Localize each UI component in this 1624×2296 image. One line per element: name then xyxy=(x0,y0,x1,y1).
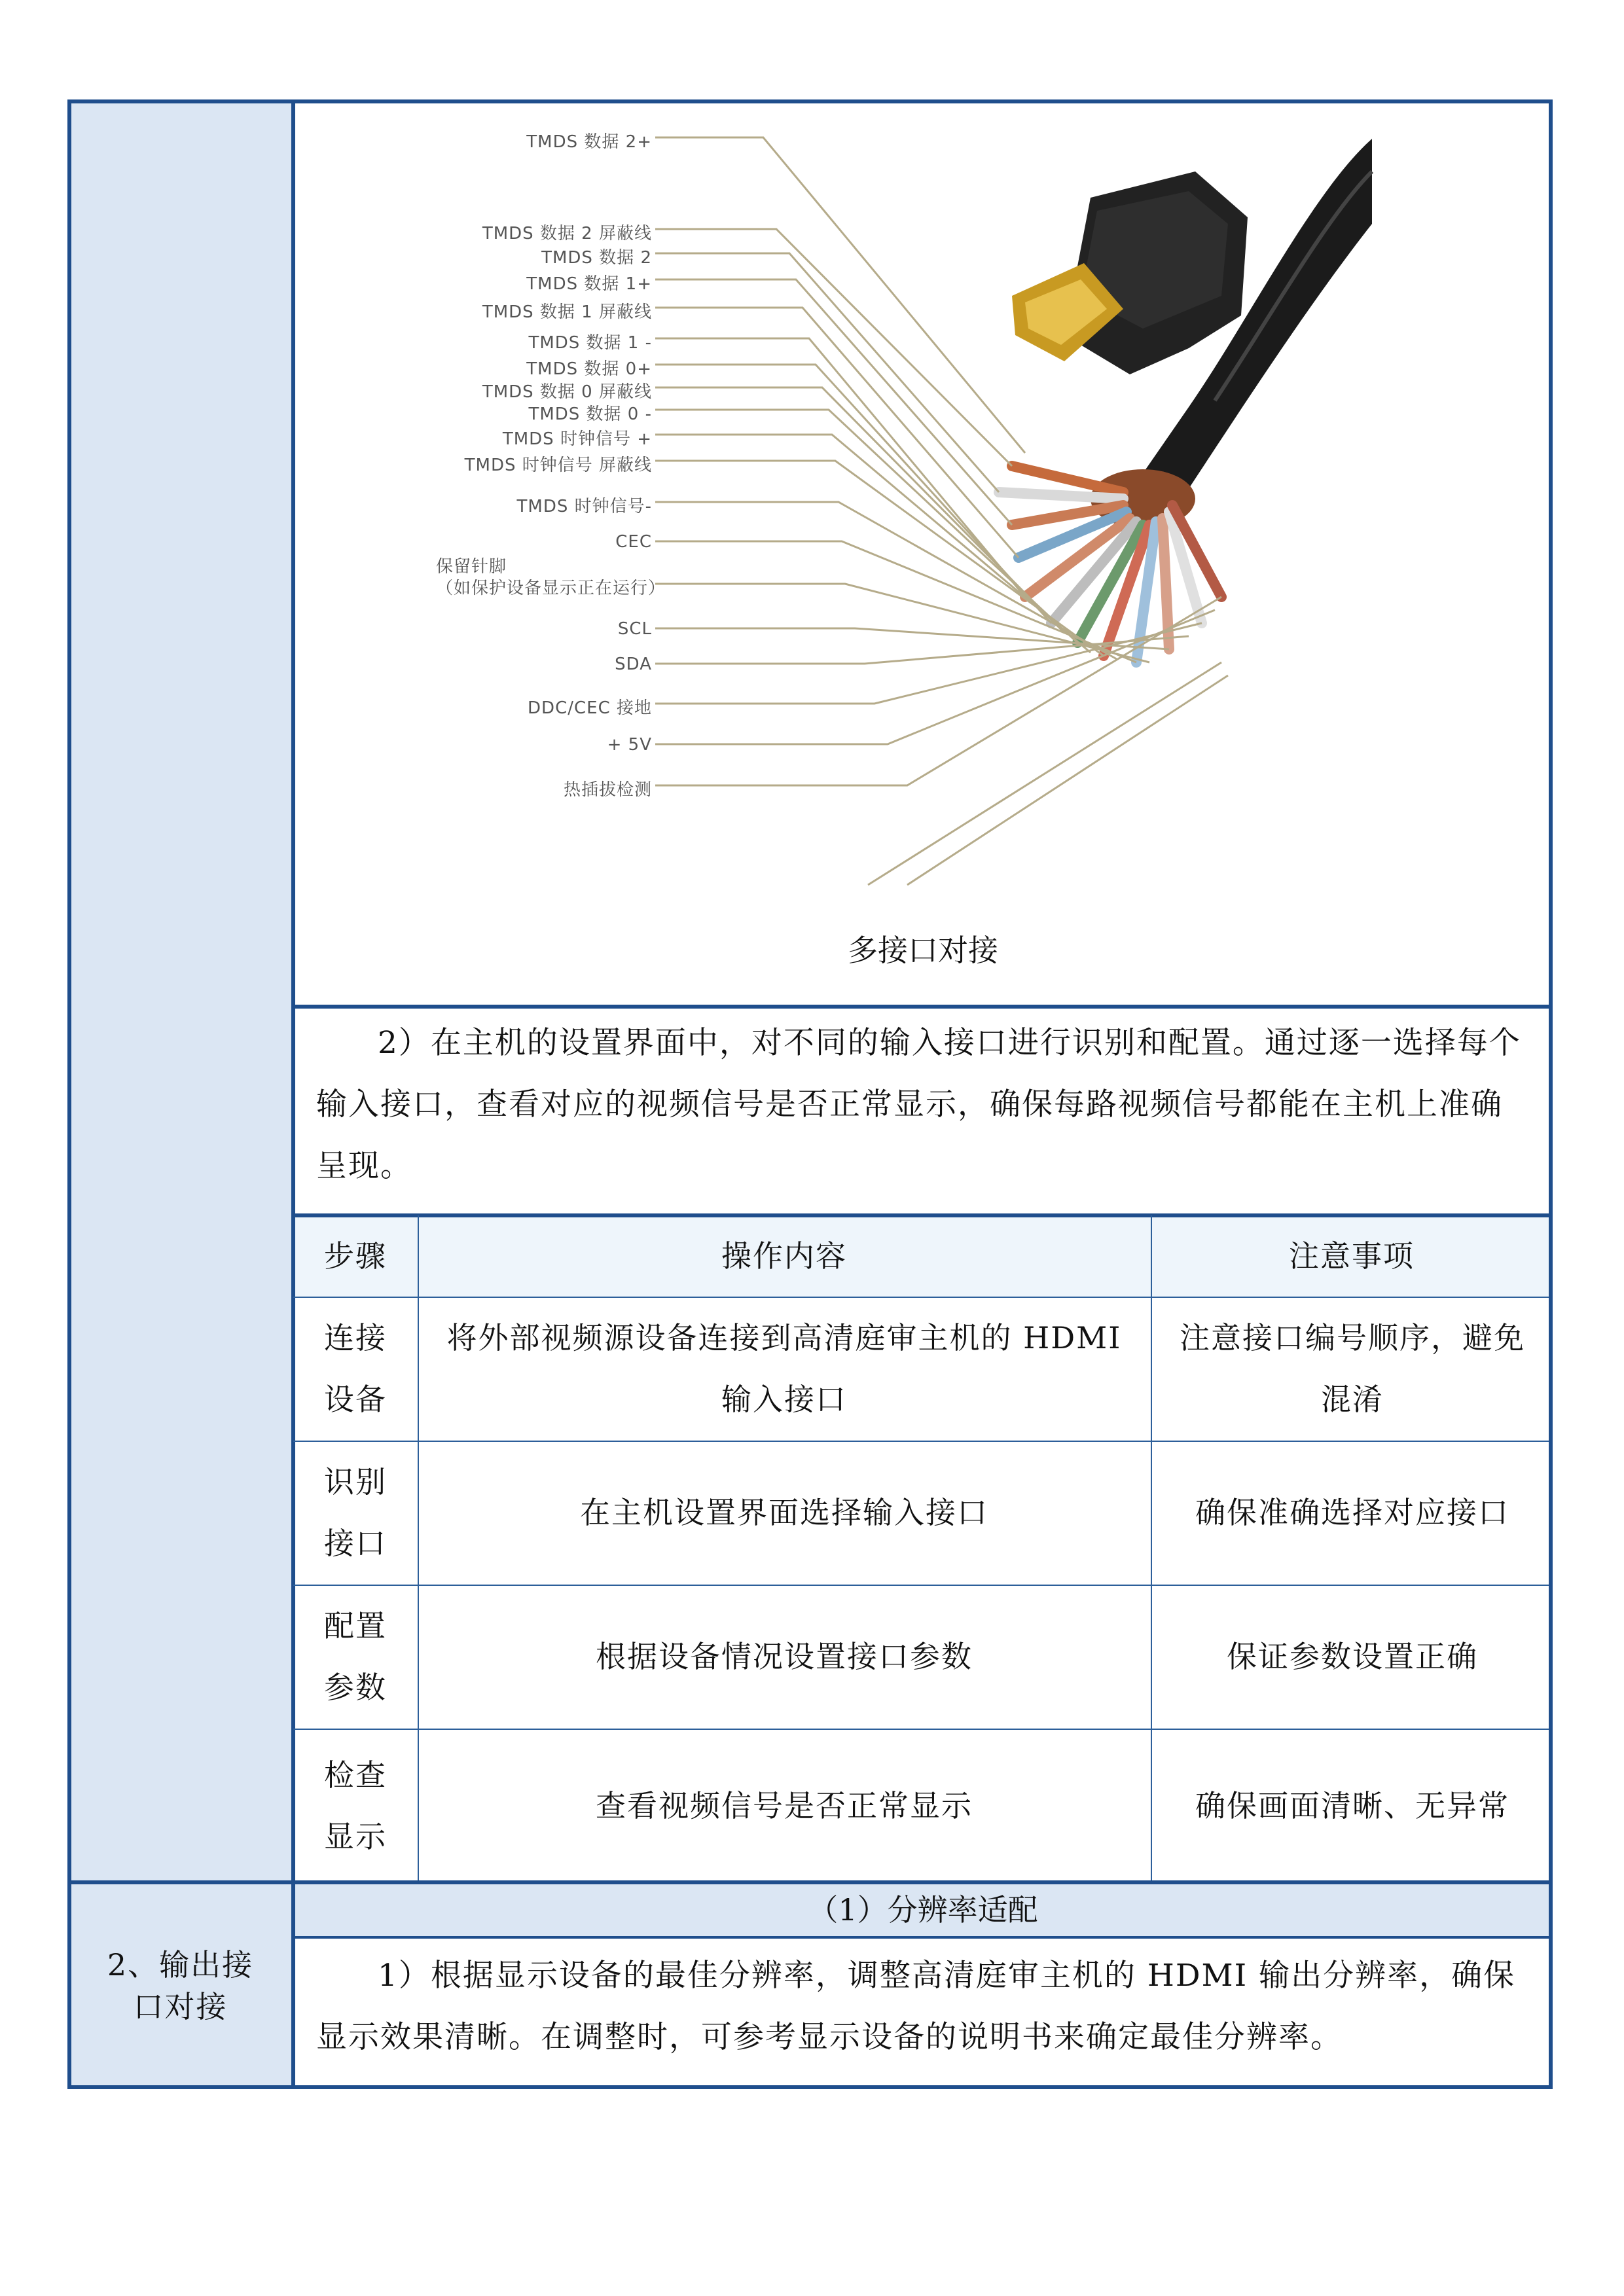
document-table xyxy=(67,99,1553,2089)
table-row2-operation: 在主机设置界面选择输入接口 xyxy=(580,1495,988,1530)
table-row2-step: 识别接口 xyxy=(324,1464,387,1561)
table-row4-operation: 查看视频信号是否正常显示 xyxy=(596,1787,973,1823)
section1-paragraph: 2）在主机的设置界面中，对不同的输入接口进行识别和配置。通过逐一选择每个输入接口，查看对应的视频信号是否正常显示，确保每路视频信号都能在主机上准确呈现。 xyxy=(316,1025,1521,1184)
pin-label-scl: SCL xyxy=(617,619,652,639)
pin-label-tmds-data0-minus: TMDS 数据 0 - xyxy=(528,404,652,424)
pin-label-tmds-data0-plus: TMDS 数据 0+ xyxy=(526,359,652,379)
pin-label-hot-plug: 热插拔检测 xyxy=(563,780,652,800)
pin-label-5v: + 5V xyxy=(607,735,652,755)
pin-label-tmds-data1-shield: TMDS 数据 1 屏蔽线 xyxy=(482,302,652,322)
pin-label-tmds-data2-shield: TMDS 数据 2 屏蔽线 xyxy=(482,224,652,243)
table-row4-step: 检查显示 xyxy=(324,1757,387,1854)
pin-label-ddc-cec-ground: DDC/CEC 接地 xyxy=(528,698,652,718)
pin-label-tmds-clock-plus: TMDS 时钟信号 + xyxy=(502,429,652,449)
pin-label-tmds-clock-shield: TMDS 时钟信号 屏蔽线 xyxy=(464,456,652,475)
pin-label-tmds-clock-minus: TMDS 时钟信号- xyxy=(516,497,652,516)
table-header-operation: 操作内容 xyxy=(721,1238,847,1274)
pin-label-reserved-note: （如保护设备显示正在运行） xyxy=(436,579,666,598)
pin-label-reserved: 保留针脚 xyxy=(436,557,507,577)
pin-label-tmds-data2: TMDS 数据 2 xyxy=(541,248,652,268)
pin-label-tmds-data1-plus: TMDS 数据 1+ xyxy=(526,274,652,294)
table-row3-operation: 根据设备情况设置接口参数 xyxy=(596,1639,973,1674)
table-header-step: 步骤 xyxy=(324,1238,387,1274)
outer-frame xyxy=(67,99,1553,2089)
pin-label-tmds-data1-minus: TMDS 数据 1 - xyxy=(528,333,652,353)
table-row1-operation: 将外部视频源设备连接到高清庭审主机的 HDMI 输入接口 xyxy=(446,1320,1122,1417)
pin-label-cec: CEC xyxy=(615,532,652,552)
table-row2-notes: 确保准确选择对应接口 xyxy=(1195,1495,1509,1530)
section2-subtitle: （1）分辨率适配 xyxy=(808,1892,1038,1928)
table-row3-step: 配置参数 xyxy=(324,1608,387,1705)
pin-label-tmds-data0-shield: TMDS 数据 0 屏蔽线 xyxy=(482,382,652,402)
table-row1-step: 连接设备 xyxy=(324,1320,387,1417)
table-row4-notes: 确保画面清晰、无异常 xyxy=(1195,1787,1509,1823)
pin-label-sda: SDA xyxy=(615,655,652,674)
pin-label-tmds-data2-plus: TMDS 数据 2+ xyxy=(526,132,652,152)
table-row3-notes: 保证参数设置正确 xyxy=(1227,1639,1478,1674)
figure-caption: 多接口对接 xyxy=(848,933,998,968)
section2-label: 2、输出接口对接 xyxy=(107,1947,254,2024)
table-header-notes: 注意事项 xyxy=(1289,1238,1415,1274)
section2-paragraph: 1）根据显示设备的最佳分辨率，调整高清庭审主机的 HDMI 输出分辨率，确保显示效果清晰。在调整时，可参考显示设备的说明书来确定最佳分辨率。 xyxy=(316,1958,1516,2055)
table-row1-notes: 注意接口编号顺序，避免混淆 xyxy=(1180,1320,1525,1417)
